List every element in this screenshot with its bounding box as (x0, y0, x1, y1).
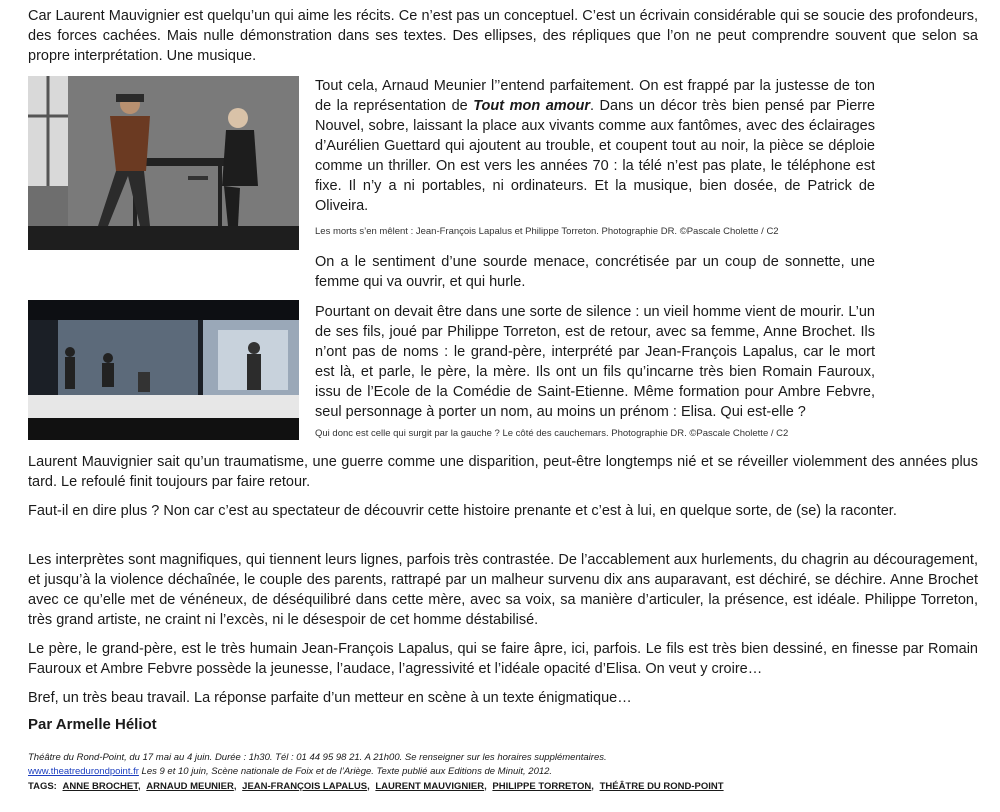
photo-caption-2: Qui donc est celle qui surgit par la gauche ? Le côté des cauchemars. Photographie DR. ©Pascale Cholette / C2 (315, 428, 789, 439)
paragraph-menace: On a le sentiment d’une sourde menace, concrétisée par un coup de sonnette, une femme qui va ouvrir, et qui hurle. (315, 254, 875, 290)
tag-link[interactable]: ANNE BROCHET (62, 781, 138, 792)
author-byline: Par Armelle Héliot (28, 716, 157, 733)
footer-publication-info (28, 766, 552, 777)
paragraph-text-before: Tout cela, Arnaud Meunier l’’entend parfaitement. On est frappé par la justesse de ton de la représentation de (315, 78, 875, 114)
footer-venue-info: Théâtre du Rond-Point, du 17 mai au 4 juin. Durée : 1h30. Tél : 01 44 95 98 21. A 21h00. Se renseigner sur les horaires supplémentaires. (28, 752, 607, 763)
tags-list: TAGS: ANNE BROCHET, ARNAUD MEUNIER, JEAN-FRANÇOIS LAPALUS, LAURENT MAUVIGNIER, PHILIPPE TORRETON, THÉÂTRE DU ROND-POINT (28, 781, 724, 792)
tag-link[interactable]: JEAN-FRANÇOIS LAPALUS (242, 781, 368, 792)
paragraph-interpretes: Les interprètes sont magnifiques, qui tiennent leurs lignes, parfois très contrastée. De l’accablement aux hurlements, du chagrin au découragement, et jusqu’à la violence déchaînée, le couple des parents, rattrapé par un malheur survenu dix ans auparavant, est déchiré, se déchire. Anne Brochet avec ce qu’elle met de vénéneux, de déséquilibré dans cette mère, avec sa voix, sa manière d’articuler, la présence, est idéale. Philippe Torreton, très grand artiste, ne craint ni l’excès, ni le désespoir de cet homme déstabilisé. (28, 552, 978, 628)
stage-photo-torreton-lapalus (28, 76, 299, 250)
paragraph-text-after: . Dans un décor très bien pensé par Pierre Nouvel, sobre, laissant la place aux vivants comme aux fantômes, avec des éclairages d’Aurélien Guettard qui ajoutent au trouble, et coupent tout au noir, la pièce se déploie comme un thriller. On est vers les années 70 : la télé n’est pas plate, le téléphone est fixe. Il n’y a ni portables, ni ordinateurs. Et la musique, bien dosée, de Patrick de Oliveira. (315, 98, 875, 214)
stage-photo-elisa (28, 300, 299, 440)
tag-link[interactable]: PHILIPPE TORRETON (492, 781, 592, 792)
tag-link[interactable]: ARNAUD MEUNIER (146, 781, 234, 792)
tags-label: TAGS: (28, 781, 57, 792)
tag-link[interactable]: LAURENT MAUVIGNIER (375, 781, 485, 792)
paragraph-traumatisme: Laurent Mauvignier sait qu’un traumatisme, une guerre comme une disparition, peut-être longtemps nié et se réveiller violemment des années plus tard. Le refoulé finit toujours par faire retour. (28, 454, 978, 490)
footer-line2: Les 9 et 10 juin, Scène nationale de Foix et de l’Ariège. Texte publié aux Editions de Minuit, 2012. (138, 766, 553, 777)
paragraph-arnaud-meunier (315, 76, 875, 216)
paragraph-conclusion: Bref, un très beau travail. La réponse parfaite d’un metteur en scène à un texte énigmatique… (28, 690, 632, 706)
intro-paragraph: Car Laurent Mauvignier est quelqu’un qui aime les récits. Ce n’est pas un conceptuel. C’est un écrivain considérable qui se soucie des profondeurs, des forces cachées. Mais nulle démonstration dans ses textes. Des ellipses, des répliques que l’on ne peut comprendre souvent que selon sa propre interprétation. Une musique. (28, 8, 978, 64)
tag-link[interactable]: THÉÂTRE DU ROND-POINT (599, 781, 724, 792)
play-title: Tout mon amour (473, 98, 591, 114)
paragraph-silence: Pourtant on devait être dans une sorte de silence : un vieil homme vient de mourir. L’un de ses fils, joué par Philippe Torreton, est de retour, avec sa femme, Anne Brochet. Ils n’ont pas de noms : le grand-père, interprété par Jean-François Lapalus, car le mort est là, et parle, le père, la mère. Ils ont un fils qu’incarne très bien Romain Fauroux, issu de l’Ecole de la Comédie de Saint-Etienne. Même formation pour Ambre Febvre, seul personnage à porter un nom, au moins un prénom : Elisa. Qui est-elle ? (315, 304, 875, 420)
photo-caption-1: Les morts s’en mêlent : Jean-François Lapalus et Philippe Torreton. Photographie DR. ©Pascale Cholette / C2 (315, 226, 779, 237)
paragraph-pere: Le père, le grand-père, est le très humain Jean-François Lapalus, qui se faire âpre, ici, parfois. Le fils est très bien dessiné, en finesse par Romain Fauroux et Ambre Febvre possède la jeunesse, l’audace, l’agressivité et l’idéale opacité d’Elisa. On veut y croire… (28, 641, 978, 677)
paragraph-spectateur: Faut-il en dire plus ? Non car c’est au spectateur de découvrir cette histoire prenante et c’est à lui, en quelque sorte, de (se) la raconter. (28, 503, 897, 519)
theatre-website-link[interactable]: www.theatredurondpoint.fr (28, 766, 139, 777)
